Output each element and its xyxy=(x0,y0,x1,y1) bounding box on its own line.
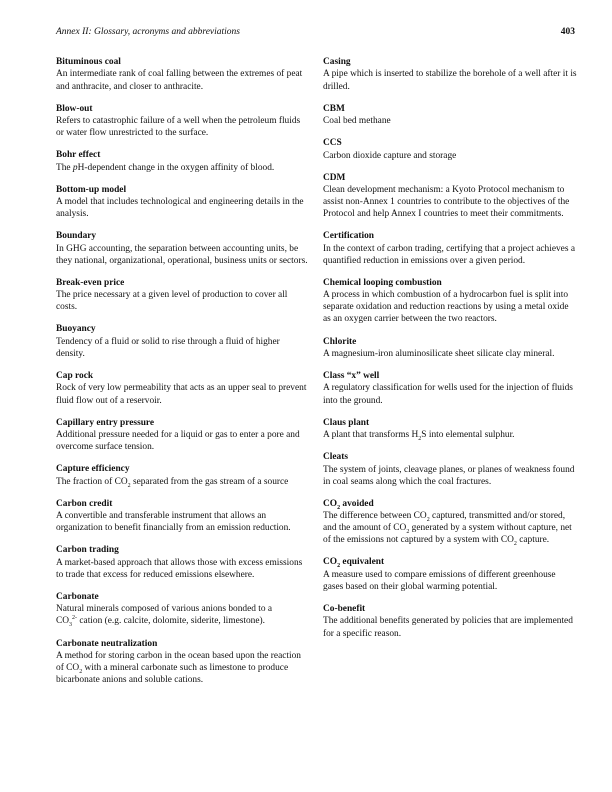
glossary-entry xyxy=(323,418,577,442)
running-header xyxy=(56,27,575,37)
entry-definition: A plant that transforms $H_2S$ into elemental sulphur. xyxy=(323,430,515,442)
entry-term: CCS xyxy=(323,138,342,149)
glossary-entry xyxy=(56,545,310,581)
entry-term: $CO_2$ avoided xyxy=(323,498,374,511)
entry-term: Buoyancy xyxy=(56,324,96,335)
glossary-entry xyxy=(323,371,577,407)
entry-definition: Coal bed methane xyxy=(323,116,391,126)
entry-definition: A magnesium-iron aluminosilicate sheet silicate clay mineral. xyxy=(323,348,555,359)
entry-definition: Rock of very low permeability that acts as an upper seal to prevent fluid flow out of a reservoir. xyxy=(56,383,307,406)
entry-definition: A regulatory classification for wells used for the injection of fluids into the ground. xyxy=(323,383,573,406)
entry-definition: Additional pressure needed for a liquid or gas to enter a pore and overcome surface tension. xyxy=(56,430,300,453)
entry-definition: In the context of carbon trading, certifying that a project achieves a quantified reduction in emissions over a given period. xyxy=(323,243,575,266)
entry-term: Certification xyxy=(323,231,375,242)
entry-definition: The fraction of $CO_2$ separated from the gas stream of a source xyxy=(56,476,289,489)
glossary-entry xyxy=(323,452,577,488)
entry-definition: A market-based approach that allows those with excess emissions to trade that excess for reduced emissions elsewhere. xyxy=(56,557,303,580)
entry-term: Bottom-up model xyxy=(56,184,127,195)
glossary-entry xyxy=(56,592,310,628)
entry-definition: A process in which combustion of a hydrocarbon fuel is split into separate oxidation and reduction reactions by using a metal oxide as an oxygen carrier between the two reactors. xyxy=(323,290,569,325)
glossary-entry xyxy=(56,639,310,687)
entry-term: Carbonate xyxy=(56,591,99,602)
entry-definition: The difference between $CO_2$ captured, transmitted and/or stored, and the amount of $CO_2$ generated by a system without capture, net of the emissions not captured by a system with $CO_2$ capture. xyxy=(323,511,572,548)
entry-definition: Carbon dioxide capture and storage xyxy=(323,150,457,161)
glossary-entry xyxy=(323,231,577,267)
entry-definition: A pipe which is inserted to stabilize the borehole of a well after it is drilled. xyxy=(323,69,577,92)
page-number: 403 xyxy=(560,27,575,37)
glossary-left-column xyxy=(56,57,310,697)
entry-definition: Refers to catastrophic failure of a well when the petroleum fluids or water flow unrestricted to the surface. xyxy=(56,116,301,139)
glossary-entry xyxy=(56,418,310,454)
entry-term: Casing xyxy=(323,57,351,67)
glossary-entry xyxy=(323,499,577,547)
entry-term: Chlorite xyxy=(323,336,357,347)
entry-definition: A model that includes technological and engineering details in the analysis. xyxy=(56,197,304,220)
glossary-entry xyxy=(56,464,310,488)
entry-definition: Natural minerals composed of various anions bonded to a $CO_3^{2-}$ cation (e.g. calcite, dolomite, siderite, limestone). xyxy=(56,604,273,629)
entry-term: Cap rock xyxy=(56,371,94,382)
glossary-entry xyxy=(323,337,577,361)
entry-term: Bohr effect xyxy=(56,150,101,161)
entry-definition: A method for storing carbon in the ocean based upon the reaction of $CO_2$ with a mineral carbonate such as limestone to produce bicarbonate anions and soluble cations. xyxy=(56,650,301,686)
glossary-entry xyxy=(323,138,577,162)
entry-term: Chemical looping combustion xyxy=(323,277,442,288)
entry-term: Carbon trading xyxy=(56,545,119,556)
entry-term: Bituminous coal xyxy=(56,57,121,67)
glossary-entry xyxy=(56,185,310,221)
entry-definition: Tendency of a fluid or solid to rise through a fluid of higher density. xyxy=(56,336,280,359)
entry-term: Carbon credit xyxy=(56,498,113,509)
glossary-entry xyxy=(323,278,577,326)
entry-term: $CO_2$ equivalent xyxy=(323,557,385,570)
glossary-entry xyxy=(56,57,310,93)
glossary-entry xyxy=(323,557,577,593)
glossary-right-column xyxy=(323,57,577,651)
entry-term: Boundary xyxy=(56,231,97,242)
entry-term: Class “x” well xyxy=(323,371,380,382)
entry-definition: An intermediate rank of coal falling between the extremes of peat and anthracite, and closer to anthracite. xyxy=(56,69,303,92)
glossary-entry xyxy=(56,371,310,407)
glossary-entry xyxy=(56,499,310,535)
glossary-entry xyxy=(323,104,577,128)
entry-term: Cleats xyxy=(323,452,348,463)
glossary-entry xyxy=(323,604,577,640)
glossary-entry xyxy=(56,150,310,174)
entry-term: CBM xyxy=(323,103,345,114)
glossary-entry xyxy=(323,57,577,93)
entry-definition: The pH-dependent change in the oxygen affinity of blood. xyxy=(56,162,275,173)
entry-term: CDM xyxy=(323,172,346,183)
entry-term: Carbonate neutralization xyxy=(56,638,158,649)
entry-term: Co-benefit xyxy=(323,604,366,615)
entry-term: Claus plant xyxy=(323,417,370,428)
entry-definition: The system of joints, cleavage planes, or planes of weakness found in coal seams along which the coal fractures. xyxy=(323,464,575,487)
entry-definition: The price necessary at a given level of production to cover all costs. xyxy=(56,290,288,313)
glossary-entry xyxy=(56,278,310,314)
entry-definition: In GHG accounting, the separation between accounting units, be they national, organizational, operational, business units or sectors. xyxy=(56,243,308,266)
entry-term: Break-even price xyxy=(56,277,125,288)
entry-definition: The additional benefits generated by policies that are implemented for a specific reason. xyxy=(323,616,573,639)
glossary-entry xyxy=(56,104,310,140)
entry-term: Blow-out xyxy=(56,103,93,114)
entry-definition: A convertible and transferable instrument that allows an organization to benefit financially from an emission reduction. xyxy=(56,511,291,534)
glossary-entry xyxy=(56,324,310,360)
section-title: Annex II: Glossary, acronyms and abbreviations xyxy=(56,27,240,37)
glossary-entry xyxy=(56,231,310,267)
glossary-entry xyxy=(323,173,577,221)
entry-term: Capillary entry pressure xyxy=(56,417,155,428)
entry-definition: A measure used to compare emissions of different greenhouse gases based on their global warming potential. xyxy=(323,569,556,592)
entry-term: Capture efficiency xyxy=(56,464,130,475)
entry-definition: Clean development mechanism: a Kyoto Protocol mechanism to assist non-Annex 1 countries to contribute to the objectives of the Protocol and help Annex I countries to meet their commitments. xyxy=(323,185,570,220)
